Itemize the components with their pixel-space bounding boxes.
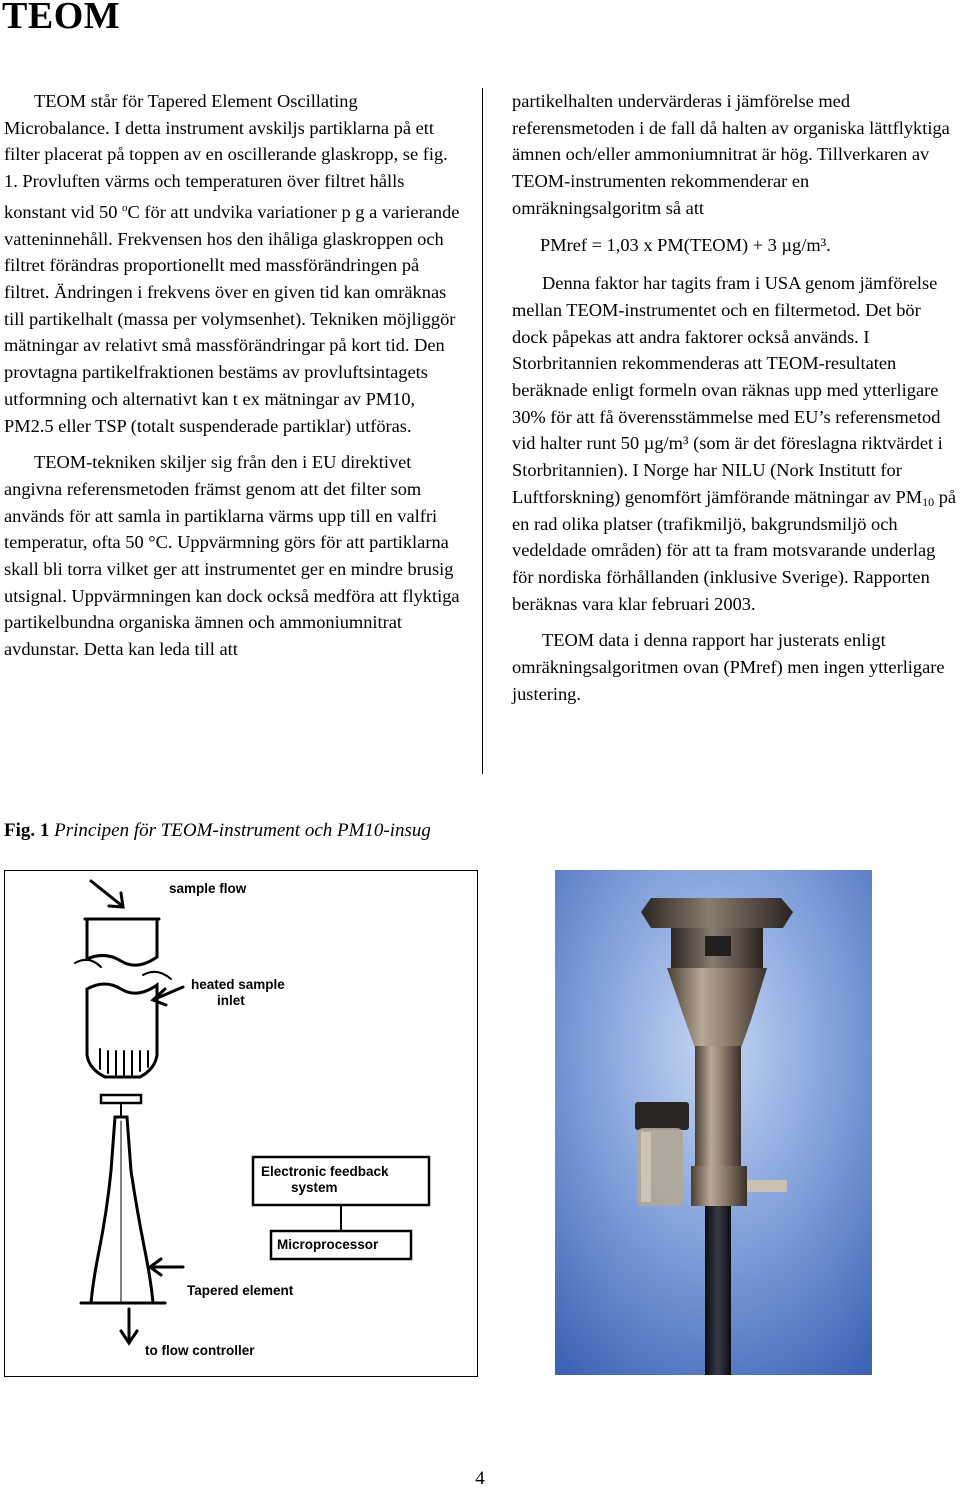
inlet-head	[641, 898, 793, 928]
side-fitting	[635, 1102, 689, 1130]
factor-paragraph: Denna faktor har tagits fram i USA genom jämförelse mellan TEOM-instrumentet och en filtermetod. Det bör dock påpekas att andra faktorer också används. I Storbritannien rekommenderas att TEOM-resultaten beräknade enligt formeln ovan räknas upp med ytterligare 30% för att få överensstämmelse med EU’s referensmetod vid halter runt 50 µg/m³ (som är det föreslagna riktvärdet i Storbritannien). I Norge har NILU (Nork Institutt for Luftforskning) genomfört jämförande mätningar av $PM_{10}$ på en rad olika platser (trafikmiljö, bakgrundsmiljö och vedeldade områden) för att ta fram motsvarande underlag för nordiska förhållanden (inklusive Sverige). Rapporten beräknas vara klar februari 2003.	[512, 273, 957, 614]
page-number: 4	[475, 1468, 485, 1489]
adjustment-paragraph: TEOM data i denna rapport har justerats enligt omräkningsalgoritmen ovan (PMref) men ingen ytterligare justering.	[512, 630, 945, 704]
microprocessor-label: Microprocessor	[277, 1237, 379, 1252]
diagram-drawing	[5, 871, 477, 1376]
side-jar-shade	[641, 1132, 651, 1202]
figure-caption	[4, 820, 431, 842]
conversion-formula: PMref = 1,03 x PM(TEOM) + 3 µg/m³.	[540, 234, 831, 255]
inlet-body	[695, 1046, 741, 1166]
inlet-wave-left	[75, 960, 101, 967]
figure-caption-text: Principen för TEOM-instrument och PM10-insug	[54, 820, 431, 841]
tee-connector	[691, 1166, 747, 1206]
degree-superscript: o	[122, 201, 128, 214]
heated-inlet-label-line1: heated sample	[191, 977, 285, 992]
inlet-wave-right	[143, 972, 171, 979]
feedback-label-line2: system	[291, 1180, 338, 1195]
continuation-paragraph: partikelhalten undervärderas i jämförelse med referensmetoden i de fall då halten av organiska lättflyktiga ämnen och/eller ammoniumnitrat är hög. Tillverkaren av TEOM-instrumenten rekommenderar en omräkningsalgoritm så att	[512, 91, 950, 218]
filter-cap	[101, 1095, 141, 1103]
pm10-subscript: 10	[922, 494, 935, 509]
right-column	[512, 88, 958, 717]
teom-technique-paragraph: TEOM-tekniken skiljer sig från den i EU direktivet angivna referensmetoden främst genom att det filter som används för att samla in partiklarna värms upp till en valfri temperatur, ofta 50 °C. Uppvärmning görs för att partiklarna skall bli torra vilket ger att instrumentet ger en mindre brusig utsignal. Uppvärmningen kan dock också medföra att flyktiga partikelbundna organiska ämnen och ammoniumnitrat avdunstar. Detta kan leda till att	[4, 452, 460, 660]
figure-label: Fig. 1	[4, 820, 50, 841]
sample-flow-label: sample flow	[169, 881, 247, 896]
teom-principle-diagram	[4, 870, 478, 1377]
left-column	[4, 88, 466, 673]
inlet-fins	[100, 1049, 148, 1075]
pm10-inlet-photo	[555, 870, 872, 1375]
column-divider	[482, 88, 483, 774]
feedback-label-line1: Electronic feedback	[261, 1164, 389, 1179]
flow-controller-label: to flow controller	[145, 1343, 255, 1358]
inlet-cylinder-bottom	[87, 984, 157, 1077]
sample-flow-arrow	[91, 881, 121, 905]
support-pole	[705, 1206, 731, 1375]
tapered-element	[91, 1117, 153, 1303]
tapered-element-label: Tapered element	[187, 1283, 294, 1298]
right-fitting	[747, 1180, 787, 1192]
intro-paragraph: TEOM står för Tapered Element Oscillating Microbalance. I detta instrument avskiljs partiklarna på ett filter placerat på toppen av en oscillerande glaskropp, se fig. 1. Provluften värms och temperaturen över filtret hålls konstant vid 50 $^o$C för att undvika variationer p g a varierande vatteninnehåll. Frekvensen hos den ihåliga glaskroppen och filtret förändras proportionellt med massförändringen på filtret. Ändringen i frekvens över en given tid kan omräknas till partikelhalt (massa per volymsenhet). Tekniken möjliggör mätningar av relativt små massförändringar på kort tid. Den provtagna partikelfraktionen bestäms av provluftsintagets utformning och alternativt kan t ex mätningar av PM10, PM2.5 eller TSP (totalt suspenderade partiklar) utföras.	[4, 91, 460, 436]
pm10-inlet-illustration	[555, 870, 872, 1375]
heated-inlet-label-line2: inlet	[217, 993, 245, 1008]
inlet-cylinder-top	[87, 919, 157, 965]
inlet-head-plate	[705, 936, 731, 956]
page-title: TEOM	[2, 0, 121, 37]
